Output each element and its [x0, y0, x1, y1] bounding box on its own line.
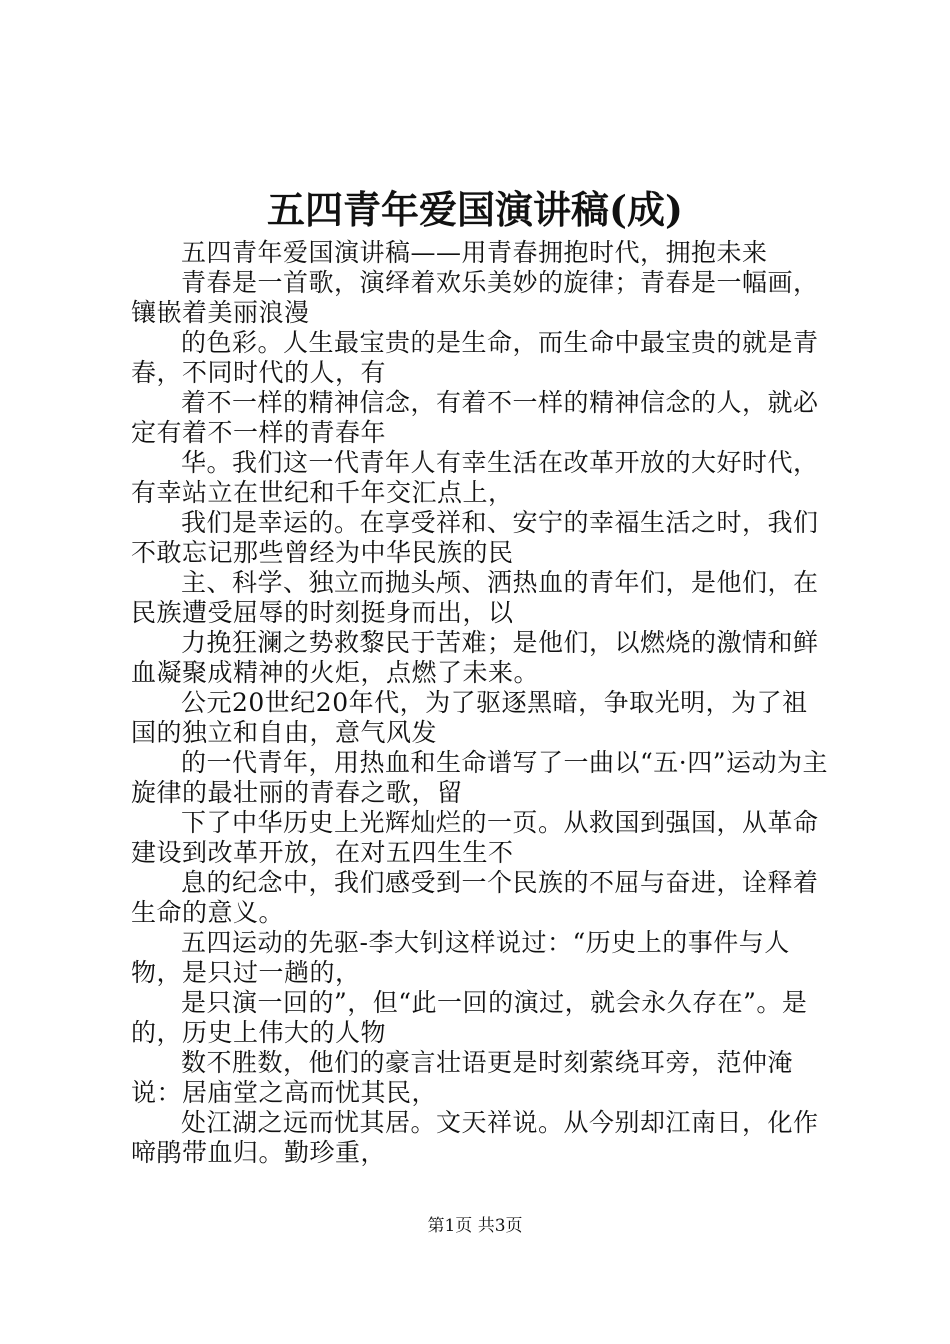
- page-title: 五四青年爱国演讲稿(成): [267, 187, 683, 232]
- paragraph: 的色彩。人生最宝贵的是生命，而生命中最宝贵的就是青春，不同时代的人，有: [131, 328, 819, 387]
- paragraph: 处江湖之远而忧其居。文天祥说。从今别却江南日，化作啼鹃带血归。勤珍重，: [131, 1108, 819, 1167]
- paragraph: 下了中华历史上光辉灿烂的一页。从救国到强国，从革命建设到改革开放，在对五四生生不: [131, 808, 819, 867]
- document-body: [131, 238, 831, 1168]
- paragraph: 五四运动的先驱-李大钊这样说过：“历史上的事件与人物，是只过一趟的，: [131, 928, 790, 987]
- paragraph: 公元20世纪20年代，为了驱逐黑暗，争取光明，为了祖国的独立和自由，意气风发: [131, 688, 808, 747]
- paragraph: 息的纪念中，我们感受到一个民族的不屈与奋进，诠释着生命的意义。: [131, 868, 819, 927]
- paragraph: 是只演一回的”，但“此一回的演过，就会永久存在”。是的，历史上伟大的人物: [131, 988, 808, 1047]
- paragraph: 的一代青年，用热血和生命谱写了一曲以“五·四”运动为主旋律的最壮丽的青春之歌，留: [131, 748, 829, 807]
- paragraph: 青春是一首歌，演绎着欢乐美妙的旋律；青春是一幅画，镶嵌着美丽浪漫: [131, 268, 819, 327]
- paragraph: 华。我们这一代青年人有幸生活在改革开放的大好时代，有幸站立在世纪和千年交汇点上，: [131, 448, 819, 507]
- paragraph: 我们是幸运的。在享受祥和、安宁的幸福生活之时，我们不敢忘记那些曾经为中华民族的民: [131, 508, 819, 567]
- paragraph: 力挽狂澜之势救黎民于苦难；是他们，以燃烧的激情和鲜血凝聚成精神的火炬，点燃了未来。: [131, 628, 819, 687]
- page-number: 第1页 共3页: [427, 1216, 523, 1236]
- paragraph: 五四青年爱国演讲稿——用青春拥抱时代，拥抱未来: [181, 238, 768, 267]
- paragraph: 着不一样的精神信念，有着不一样的精神信念的人，就必定有着不一样的青春年: [131, 388, 819, 447]
- paragraph: 主、科学、独立而抛头颅、洒热血的青年们，是他们，在民族遭受屈辱的时刻挺身而出，以: [131, 568, 819, 627]
- paragraph: 数不胜数，他们的豪言壮语更是时刻萦绕耳旁，范仲淹说：居庙堂之高而忧其民，: [131, 1048, 794, 1107]
